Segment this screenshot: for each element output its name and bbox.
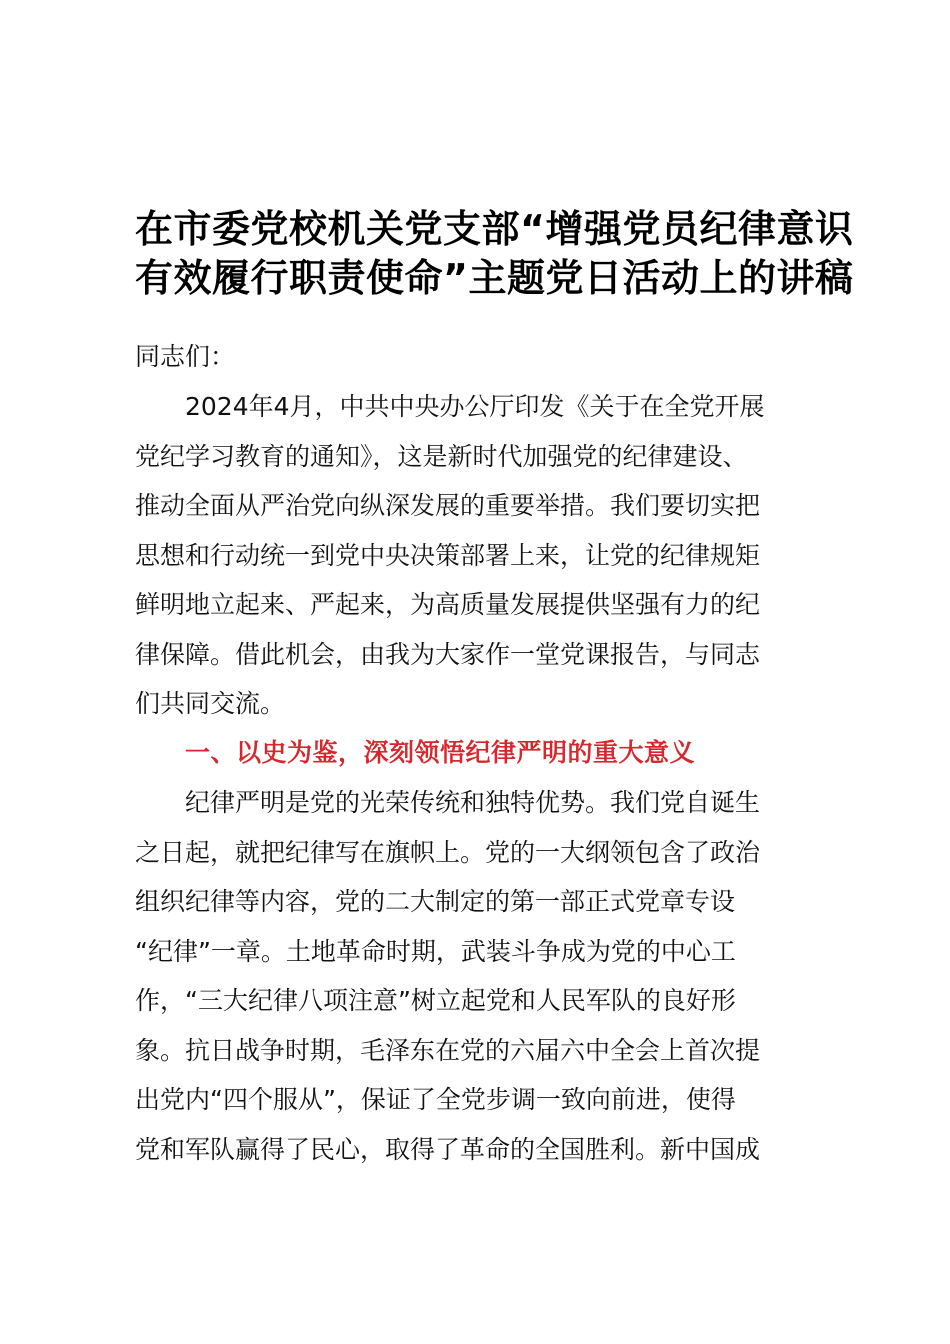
title-line: 在市委党校机关党支部“增强党员纪律意识 xyxy=(135,207,854,251)
body-paragraph-history xyxy=(135,778,835,1174)
section-heading-one: 一、以史为鉴，深刻领悟纪律严明的重大意义 xyxy=(185,738,696,767)
body-paragraph-intro xyxy=(135,382,835,729)
paragraph-line: 党和军队赢得了民心，取得了革命的全国胜利。新中国成 xyxy=(135,1134,761,1164)
paragraph-line: 组织纪律等内容，党的二大制定的第一部正式党章专设 xyxy=(135,887,736,916)
paragraph-line: 纪律严明是党的光荣传统和独特优势。我们党自诞生 xyxy=(185,788,761,817)
document-title xyxy=(135,205,855,303)
paragraph-line: “纪律”一章。土地革命时期，武装斗争成为党的中心工 xyxy=(135,936,736,966)
paragraph-line: 们共同交流。 xyxy=(135,689,286,718)
paragraph-line: 象。抗日战争时期，毛泽东在党的六届六中全会上首次提 xyxy=(135,1035,761,1065)
paragraph-line: 思想和行动统一到党中央决策部署上来，让党的纪律规矩 xyxy=(135,540,761,570)
paragraph-line: 律保障。借此机会，由我为大家作一堂党课报告，与同志 xyxy=(135,639,761,669)
paragraph-line: 作，“三大纪律八项注意”树立起党和人民军队的良好形 xyxy=(135,986,736,1015)
title-line: 有效履行职责使命”主题党日活动上的讲稿 xyxy=(135,256,854,300)
paragraph-line: 推动全面从严治党向纵深发展的重要举措。我们要切实把 xyxy=(135,491,761,520)
paragraph-line: 2024年4月，中共中央办公厅印发《关于在全党开展 xyxy=(185,392,765,421)
salutation: 同志们： xyxy=(135,342,236,371)
paragraph-line: 党纪学习教育的通知》，这是新时代加强党的纪律建设、 xyxy=(135,441,748,471)
paragraph-line: 之日起，就把纪律写在旗帜上。党的一大纲领包含了政治 xyxy=(135,837,761,867)
paragraph-line: 出党内“四个服从”，保证了全党步调一致向前进，使得 xyxy=(135,1085,736,1114)
paragraph-line: 鲜明地立起来、严起来，为高质量发展提供坚强有力的纪 xyxy=(135,590,761,619)
